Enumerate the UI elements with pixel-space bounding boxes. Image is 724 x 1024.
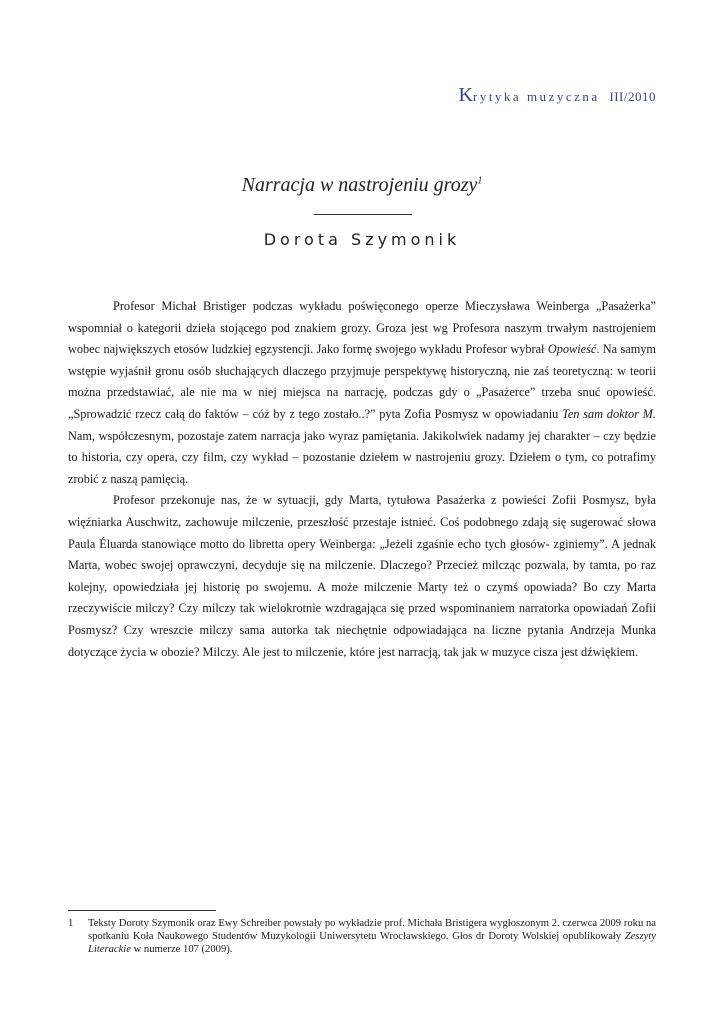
journal-name: rytyka muzyczna [472,89,600,104]
footnote [68,917,656,956]
title-divider [314,214,412,215]
footnote-text-b: w numerze 107 (2009). [130,944,233,955]
journal-initial: K [458,84,473,106]
paragraph-1-text-b: . Na samym wstępie wyjaśnił gronu osób słuchających dlaczego przyjmuje perspektywę historyczną, nie zaś teoretyczną: w teorii można przedstawiać, ale nie ma w niej miejsca na narrację, podczas gdy o „Pasażerce” trzeba snuć opowieść. „Sprowadzić rzecz całą do faktów – cóż by z tego zostało..?” pyta Zofia Posmysz w opowiadaniu [68,342,656,421]
article-title-text: Narracja w nastrojeniu grozy [241,174,478,196]
running-header [459,84,656,107]
issue-number: III/2010 [609,89,656,104]
paragraph-1-text-a: Profesor Michał Bristiger podczas wykładu poświęconego operze Mieczysława Weinberga „Pasażerka” wspomniał o kategorii dzieła stojącego pod znakiem grozy. Groza jest wg Profesora naszym trwałym nastrojeniem wobec największych etosów ludzkiej egzystencji. Jako formę swojego wykładu Profesor wybrał [68,299,656,357]
footnote-divider [68,910,216,911]
footnote-ref[interactable]: 1 [477,175,483,187]
footnote-text-a: Teksty Doroty Szymonik oraz Ewy Schreiber powstały po wykładzie prof. Michała Bristigera wygłoszonym 2. czerwca 2009 roku na spotkaniu Koła Naukowego Studentów Muzykologii Uniwersytetu Wrocławskiego. Głos dr Doroty Wolskiej opublikowały [88,918,656,942]
article-title [0,174,724,197]
footnote-number: 1 [68,918,74,929]
emphasis-opowiesc: Opowieść [547,342,597,357]
footnote-emphasis: Zeszyty Literackie [88,931,656,955]
paragraph-1-text-c: Nam, współczesnym, pozostaje zatem narracja jako wyraz pamiętania. Jakikolwiek nadamy jej charakter – czy będzie to historia, czy opera, czy film, czy wykład – pozostanie dziełem w nastrojeniu grozy. Dziełem o tym, co potrafimy zrobić z naszą pamięcią. [68,428,656,486]
paragraph-1 [68,296,656,490]
emphasis-ten-sam-doktor: Ten sam doktor M. [562,406,656,421]
paragraph-2: Profesor przekonuje nas, że w sytuacji, gdy Marta, tytułowa Pasażerka z powieści Zofii Posmysz, była więźniarka Auschwitz, zachowuje milczenie, przeszłość przestaje istnieć. Coś podobnego zdają się sugerować słowa Paula Éluarda stanowiące motto do libretta opery Weinberga: „Jeżeli zgaśnie echo tych głosów- zginiemy”. A jednak Marta, wobec swojej oprawczyni, decyduje się na milczenie. Dlaczego? Przecież milcząc pozwala, by tamta, po raz kolejny, opowiedziała jej historię po swojemu. A może milczenie Marty też o czymś opowiada? Bo czy Marta rzeczywiście milczy? Czy milczy tak wielokrotnie wzdragająca się przed wspominaniem narratorka opowiadań Zofii Posmysz? Czy wreszcie milczy sama autorka tak niechętnie odpowiadająca na liczne pytania Andrzeja Munka dotyczące życia w obozie? Milczy. Ale jest to milczenie, które jest narracją, tak jak w muzyce cisza jest dźwiękiem. [68,493,656,659]
author-name: Dorota Szymonik [263,230,461,249]
footnote-text [88,917,656,956]
article-body [68,296,656,663]
